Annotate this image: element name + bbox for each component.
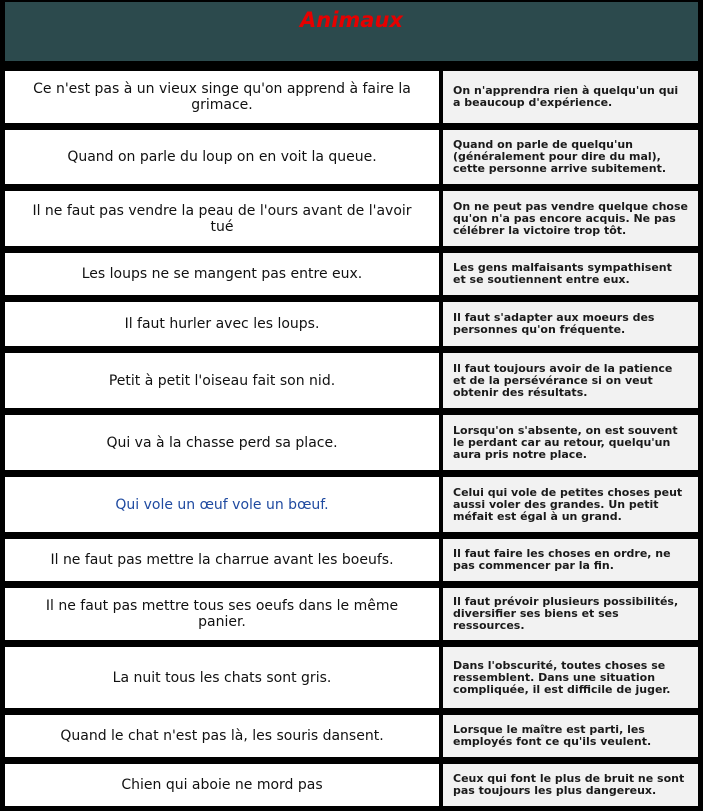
meaning-cell: On n'apprendra rien à quelqu'un qui a beaucoup d'expérience. — [441, 69, 700, 125]
meaning-cell: On ne peut pas vendre quelque chose qu'on n'a pas encore acquis. Ne pas célébrer la victoire trop tôt. — [441, 189, 700, 248]
proverb-cell: Quand le chat n'est pas là, les souris dansent. — [3, 713, 441, 759]
proverb-cell: La nuit tous les chats sont gris. — [3, 645, 441, 710]
table-row — [3, 413, 700, 472]
table-row — [3, 475, 700, 534]
meaning-cell: Il faut s'adapter aux moeurs des personnes qu'on fréquente. — [441, 300, 700, 348]
proverbs-table — [3, 66, 700, 811]
table-row — [3, 300, 700, 348]
header-bar — [3, 0, 700, 63]
table-row — [3, 762, 700, 808]
page-title: Animaux — [300, 8, 403, 32]
meaning-cell: Celui qui vole de petites choses peut aussi voler des grandes. Un petit méfait est égal à un grand. — [441, 475, 700, 534]
meaning-cell: Les gens malfaisants sympathisent et se soutiennent entre eux. — [441, 251, 700, 297]
table-row — [3, 645, 700, 710]
proverb-cell: Il ne faut pas vendre la peau de l'ours avant de l'avoir tué — [3, 189, 441, 248]
meaning-cell: Lorsque le maître est parti, les employés font ce qu'ils veulent. — [441, 713, 700, 759]
proverb-cell: Qui vole un œuf vole un bœuf. — [3, 475, 441, 534]
proverb-cell: Petit à petit l'oiseau fait son nid. — [3, 351, 441, 410]
proverb-cell: Les loups ne se mangent pas entre eux. — [3, 251, 441, 297]
proverb-cell: Quand on parle du loup on en voit la queue. — [3, 128, 441, 186]
proverb-cell: Il ne faut pas mettre tous ses oeufs dans le même panier. — [3, 586, 441, 642]
meaning-cell: Dans l'obscurité, toutes choses se ressemblent. Dans une situation compliquée, il est difficile de juger. — [441, 645, 700, 710]
meaning-cell: Il faut toujours avoir de la patience et de la persévérance si on veut obtenir des résultats. — [441, 351, 700, 410]
meaning-cell: Quand on parle de quelqu'un (généralement pour dire du mal), cette personne arrive subitement. — [441, 128, 700, 186]
meaning-cell: Il faut faire les choses en ordre, ne pas commencer par la fin. — [441, 537, 700, 583]
table-row — [3, 537, 700, 583]
proverb-cell: Il ne faut pas mettre la charrue avant les boeufs. — [3, 537, 441, 583]
proverb-cell: Ce n'est pas à un vieux singe qu'on apprend à faire la grimace. — [3, 69, 441, 125]
meaning-cell: Ceux qui font le plus de bruit ne sont pas toujours les plus dangereux. — [441, 762, 700, 808]
proverb-cell: Chien qui aboie ne mord pas — [3, 762, 441, 808]
table-row — [3, 586, 700, 642]
table-row — [3, 251, 700, 297]
meaning-cell: Lorsqu'on s'absente, on est souvent le perdant car au retour, quelqu'un aura pris notre place. — [441, 413, 700, 472]
proverb-cell: Il faut hurler avec les loups. — [3, 300, 441, 348]
table-row — [3, 128, 700, 186]
table-row — [3, 69, 700, 125]
table-row — [3, 351, 700, 410]
table-row — [3, 713, 700, 759]
meaning-cell: Il faut prévoir plusieurs possibilités, diversifier ses biens et ses ressources. — [441, 586, 700, 642]
proverb-cell: Qui va à la chasse perd sa place. — [3, 413, 441, 472]
table-row — [3, 189, 700, 248]
